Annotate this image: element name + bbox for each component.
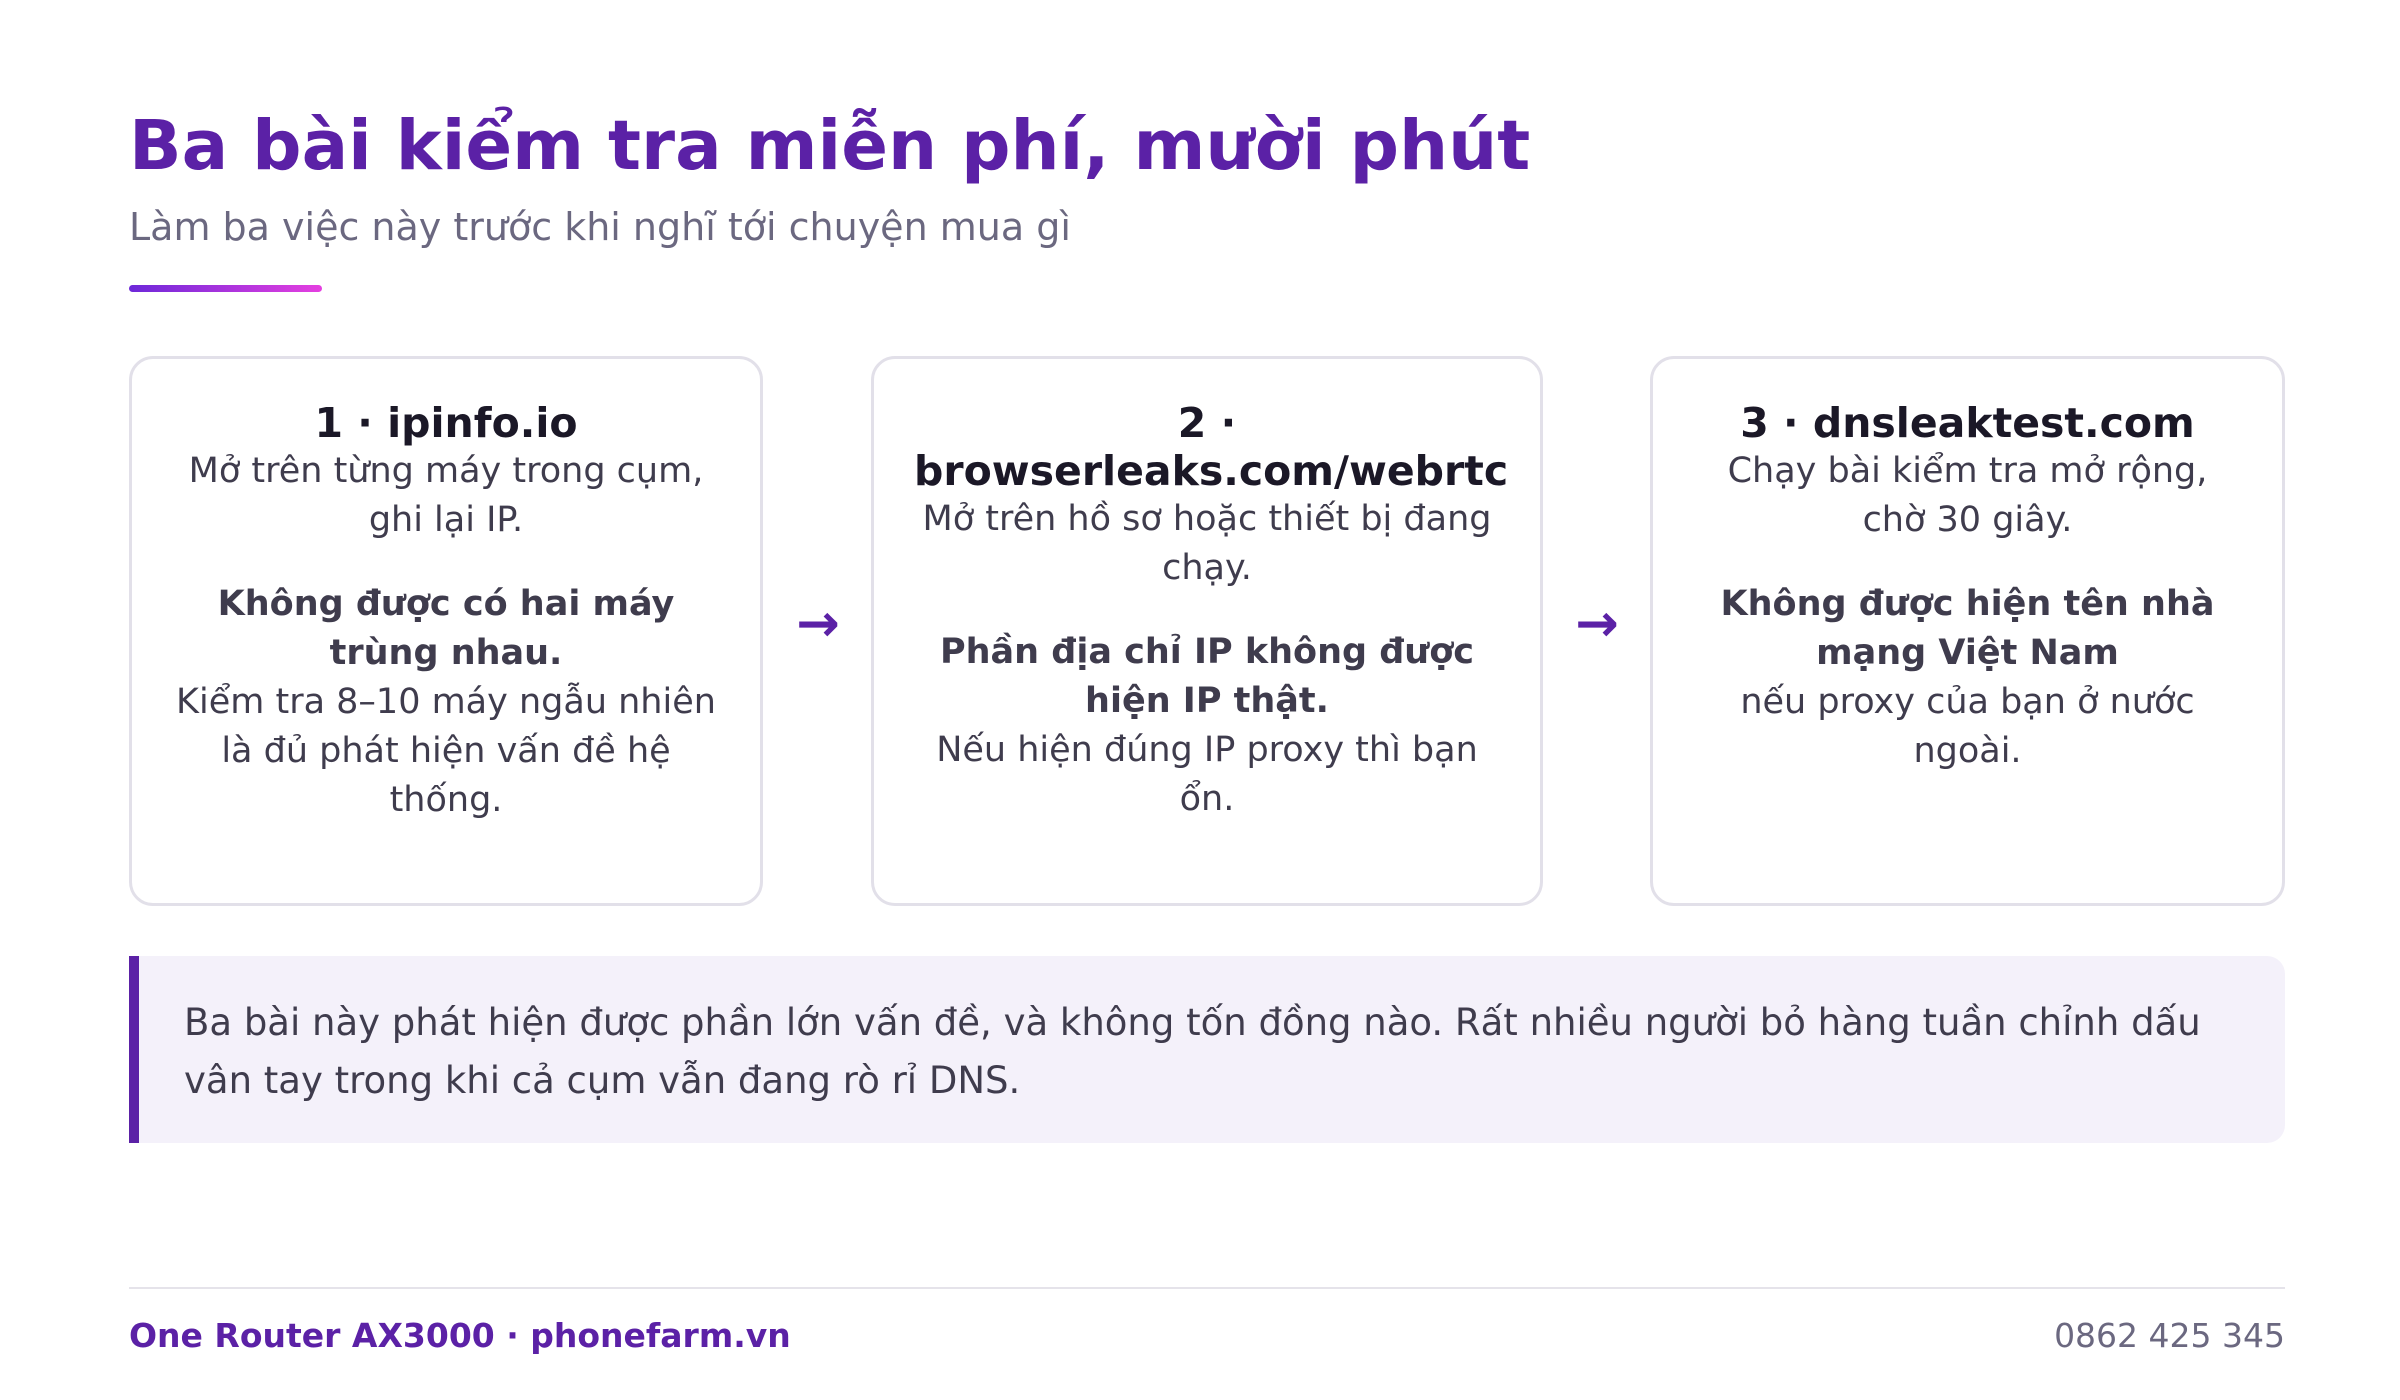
step-requirement: Phần địa chỉ IP không được hiện IP thật. (939, 632, 1474, 721)
arrow-right-icon: → (1575, 594, 1619, 654)
step-note: Kiểm tra 8–10 máy ngẫu nhiên là đủ phát hiện vấn đề hệ thống. (176, 682, 716, 820)
callout-text: Ba bài này phát hiện được phần lớn vấn đề, và không tốn đồng nào. Rất nhiều người bỏ hàng tuần chỉnh dấu vân tay trong khi cả cụm vẫn đang rò rỉ DNS. (184, 1001, 2201, 1102)
step-card-dnsleaktest (1650, 356, 2285, 906)
step-title: 3 · dnsleaktest.com (1740, 399, 2195, 447)
page-subtitle: Làm ba việc này trước khi nghĩ tới chuyện mua gì (129, 205, 1071, 249)
footer-phone: 0862 425 345 (2054, 1316, 2285, 1355)
step-requirement: Không được có hai máy trùng nhau. (217, 584, 675, 673)
callout-box (129, 956, 2285, 1143)
step-requirement: Không được hiện tên nhà mạng Việt Nam (1720, 584, 2215, 673)
step-title: 2 · browserleaks.com/webrtc (914, 399, 1509, 495)
arrow-right-icon: → (796, 594, 840, 654)
footer-divider (129, 1287, 2285, 1289)
step-description: Mở trên hồ sơ hoặc thiết bị đang chạy. (922, 499, 1492, 588)
step-card-browserleaks (871, 356, 1543, 906)
step-note: nếu proxy của bạn ở nước ngoài. (1740, 682, 2195, 771)
step-note: Nếu hiện đúng IP proxy thì bạn ổn. (936, 730, 1478, 819)
footer-brand: One Router AX3000 · phonefarm.vn (129, 1316, 791, 1355)
step-description: Chạy bài kiểm tra mở rộng, chờ 30 giây. (1727, 451, 2208, 540)
step-title: 1 · ipinfo.io (314, 399, 578, 447)
step-card-ipinfo (129, 356, 763, 906)
page-title: Ba bài kiểm tra miễn phí, mười phút (129, 106, 1531, 186)
title-accent-bar (129, 285, 322, 292)
step-description: Mở trên từng máy trong cụm, ghi lại IP. (188, 451, 704, 540)
